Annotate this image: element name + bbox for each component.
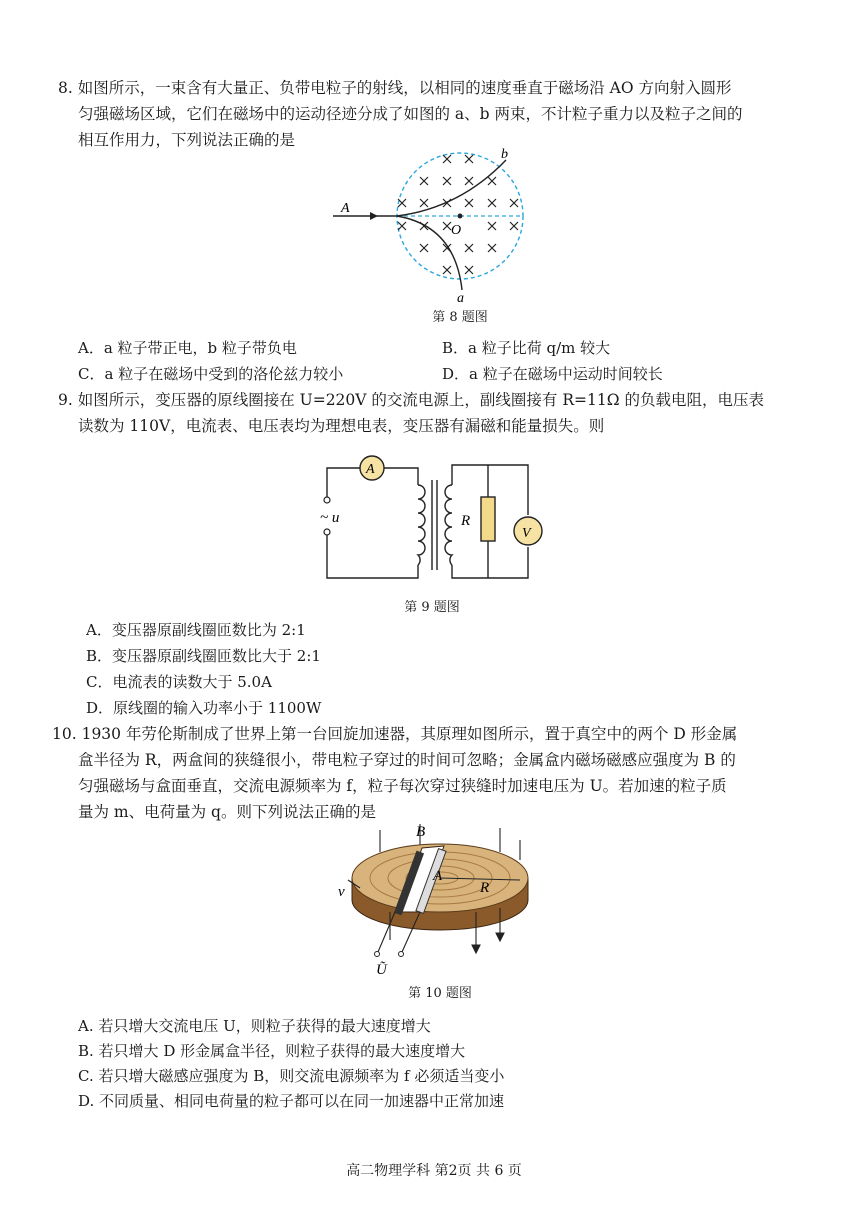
resistor (481, 497, 495, 541)
q10-caption: 第 10 题图 (408, 986, 472, 1001)
page-footer: 高二物理学科 第2页 共 6 页 (346, 1163, 522, 1179)
q10-option-b[interactable]: B. 若只增大 D 形金属盒半径，则粒子获得的最大速度增大 (78, 1042, 466, 1060)
center-point-O (458, 214, 463, 219)
label-O: O (451, 223, 462, 238)
q10-stem-line-3: 匀强磁场与盒面垂直，交流电源频率为 f，粒子每次穿过狭缝时加速电压为 U。若加速的粒子质 (78, 777, 727, 795)
q10-option-a[interactable]: A. 若只增大交流电压 U，则粒子获得的最大速度增大 (78, 1017, 431, 1035)
q9-option-b[interactable]: B．变压器原副线圈匝数比大于 2:1 (86, 647, 321, 665)
q8-stem-line-1: 8. 如图所示，一束含有大量正、负带电粒子的射线，以相同的速度垂直于磁场沿 AO 方向射入圆形 (58, 79, 732, 97)
q8-option-c[interactable]: C．a 粒子在磁场中受到的洛伦兹力较小 (78, 365, 344, 383)
q9-option-a[interactable]: A．变压器原副线圈匝数比为 2:1 (86, 621, 306, 639)
label-A: A (341, 201, 350, 216)
q8-figure (330, 140, 550, 310)
q8-stem-line-2: 匀强磁场区域，它们在磁场中的运动径迹分成了如图的 a、b 两束，不计粒子重力以及粒子之间的 (78, 105, 743, 123)
q10-stem-line-2: 盒半径为 R，两盒间的狭缝很小，带电粒子穿过的时间可忽略；金属盒内磁场磁感应强度为 B 的 (78, 751, 736, 769)
voltmeter-label: V (522, 526, 531, 541)
q8-caption: 第 8 题图 (432, 310, 488, 325)
q8-stem-line-3: 相互作用力，下列说法正确的是 (78, 131, 296, 149)
label-A-center: A (433, 868, 443, 884)
q10-cyclotron-figure (330, 820, 550, 980)
q10-option-d[interactable]: D. 不同质量、相同电荷量的粒子都可以在同一加速器中正常加速 (78, 1092, 505, 1110)
label-v: v (338, 884, 345, 900)
q9-circuit-figure (310, 450, 560, 590)
q9-caption: 第 9 题图 (404, 600, 460, 615)
label-U: Ũ (376, 962, 387, 978)
resistor-label: R (461, 513, 471, 529)
q8-option-b[interactable]: B．a 粒子比荷 q/m 较大 (442, 339, 611, 357)
q8-option-a[interactable]: A．a 粒子带正电，b 粒子带负电 (78, 339, 297, 357)
ammeter-label: A (366, 462, 375, 477)
q9-option-c[interactable]: C．电流表的读数大于 5.0A (86, 673, 272, 691)
q9-option-d[interactable]: D．原线圈的输入功率小于 1100W (86, 699, 322, 717)
q10-stem-line-1: 10. 1930 年劳伦斯制成了世界上第一台回旋加速器，其原理如图所示，置于真空中的两个 D 形金属 (52, 725, 738, 743)
source-label: ~ u (320, 510, 340, 526)
label-B: B (416, 824, 426, 840)
label-a: a (457, 291, 464, 306)
label-b: b (501, 147, 508, 162)
label-R: R (480, 880, 490, 896)
q8-option-d[interactable]: D．a 粒子在磁场中运动时间较长 (442, 365, 663, 383)
q10-option-c[interactable]: C. 若只增大磁感应强度为 B，则交流电源频率为 f 必须适当变小 (78, 1067, 505, 1085)
q10-stem-line-4: 量为 m、电荷量为 q。则下列说法正确的是 (78, 803, 376, 821)
q9-stem-line-1: 9. 如图所示，变压器的原线圈接在 U=220V 的交流电源上，副线圈接有 R=11Ω 的负载电阻，电压表 (58, 391, 764, 409)
q9-stem-line-2: 读数为 110V，电流表、电压表均为理想电表，变压器有漏磁和能量损失。则 (78, 417, 605, 435)
ray-arrow (370, 212, 378, 220)
trajectory-b (397, 160, 506, 216)
